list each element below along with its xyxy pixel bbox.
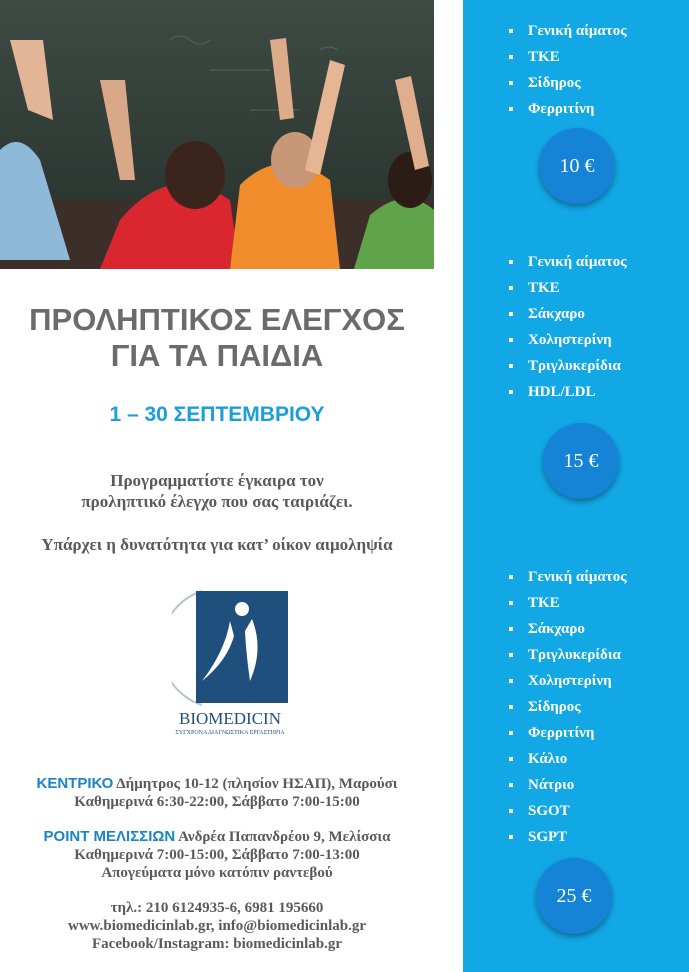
list-item: Χοληστερίνη <box>463 327 689 353</box>
list-item: Νάτριο <box>463 772 689 798</box>
children-raising-hands-photo <box>0 0 434 269</box>
package-1-price: 10 € <box>539 128 615 204</box>
point-address <box>0 828 434 846</box>
list-item: ΤΚΕ <box>463 44 689 70</box>
central-label: ΚΕΝΤΡΙΚΟ <box>36 775 114 792</box>
title-line-1: ΠΡΟΛΗΠΤΙΚΟΣ ΕΛΕΓΧΟΣ <box>29 302 405 337</box>
list-item: ΤΚΕ <box>463 275 689 301</box>
list-item: Χοληστερίνη <box>463 668 689 694</box>
list-item: Κάλιο <box>463 746 689 772</box>
title-line-2: ΓΙΑ ΤΑ ΠΑΙΔΙΑ <box>110 338 324 373</box>
central-hours: Καθημερινά 6:30-22:00, Σάββατο 7:00-15:00 <box>74 794 360 810</box>
point-hours: Καθημερινά 7:00-15:00, Σάββατο 7:00-13:00 <box>74 847 360 863</box>
list-item: Σάκχαρο <box>463 616 689 642</box>
package-2-tests <box>463 249 689 405</box>
list-item: SGOT <box>463 798 689 824</box>
intro-line-1: Προγραμματίστε έγκαιρα τον <box>110 471 324 490</box>
list-item: Γενική αίματος <box>463 249 689 275</box>
list-item: Σίδηρος <box>463 694 689 720</box>
biomedicin-logo <box>172 589 288 739</box>
logo-tagline: ΣΥΓΧΡΟΝΑ ΔΙΑΓΝΩΣΤΙΚΑ ΕΡΓΑΣΤΗΡΙΑ <box>175 730 285 736</box>
home-sampling-note: Υπάρχει η δυνατότητα για κατ’ οίκον αιμοληψία <box>41 535 393 554</box>
list-item: Γενική αίματος <box>463 564 689 590</box>
list-item: SGPT <box>463 824 689 850</box>
contact-phone: τηλ.: 210 6124935-6, 6981 195660 <box>110 900 324 916</box>
list-item: Σάκχαρο <box>463 301 689 327</box>
logo-name: BIOMEDICIN <box>179 709 281 728</box>
package-2-price: 15 € <box>543 423 619 499</box>
point-note: Απογεύματα μόνο κατόπιν ραντεβού <box>101 865 333 881</box>
contact-web: www.biomedicinlab.gr, info@biomedicinlab.gr <box>67 918 366 934</box>
package-3-price: 25 € <box>536 858 612 934</box>
list-item: Φερριτίνη <box>463 720 689 746</box>
list-item: Γενική αίματος <box>463 18 689 44</box>
list-item: Τριγλυκερίδια <box>463 353 689 379</box>
package-1-tests <box>463 18 689 122</box>
packages-panel <box>463 0 689 972</box>
list-item: HDL/LDL <box>463 379 689 405</box>
list-item: ΤΚΕ <box>463 590 689 616</box>
list-item: Τριγλυκερίδια <box>463 642 689 668</box>
package-3-tests <box>463 564 689 850</box>
campaign-dates: 1 – 30 ΣΕΠΤΕΜΒΡΙΟΥ <box>109 403 325 426</box>
point-label: POINT ΜΕΛΙΣΣΙΩΝ <box>43 828 176 845</box>
central-address-text: Δήμητρος 10-12 (πλησίον ΗΣΑΠ), Μαρούσι <box>113 776 398 792</box>
central-address <box>0 775 434 793</box>
point-address-text: Ανδρέα Παπανδρέου 9, Μελίσσια <box>175 829 391 845</box>
intro-line-2: προληπτικό έλεγχο που σας ταιριάζει. <box>81 492 353 511</box>
contact-social: Facebook/Instagram: biomedicinlab.gr <box>92 936 342 952</box>
list-item: Σίδηρος <box>463 70 689 96</box>
list-item: Φερριτίνη <box>463 96 689 122</box>
